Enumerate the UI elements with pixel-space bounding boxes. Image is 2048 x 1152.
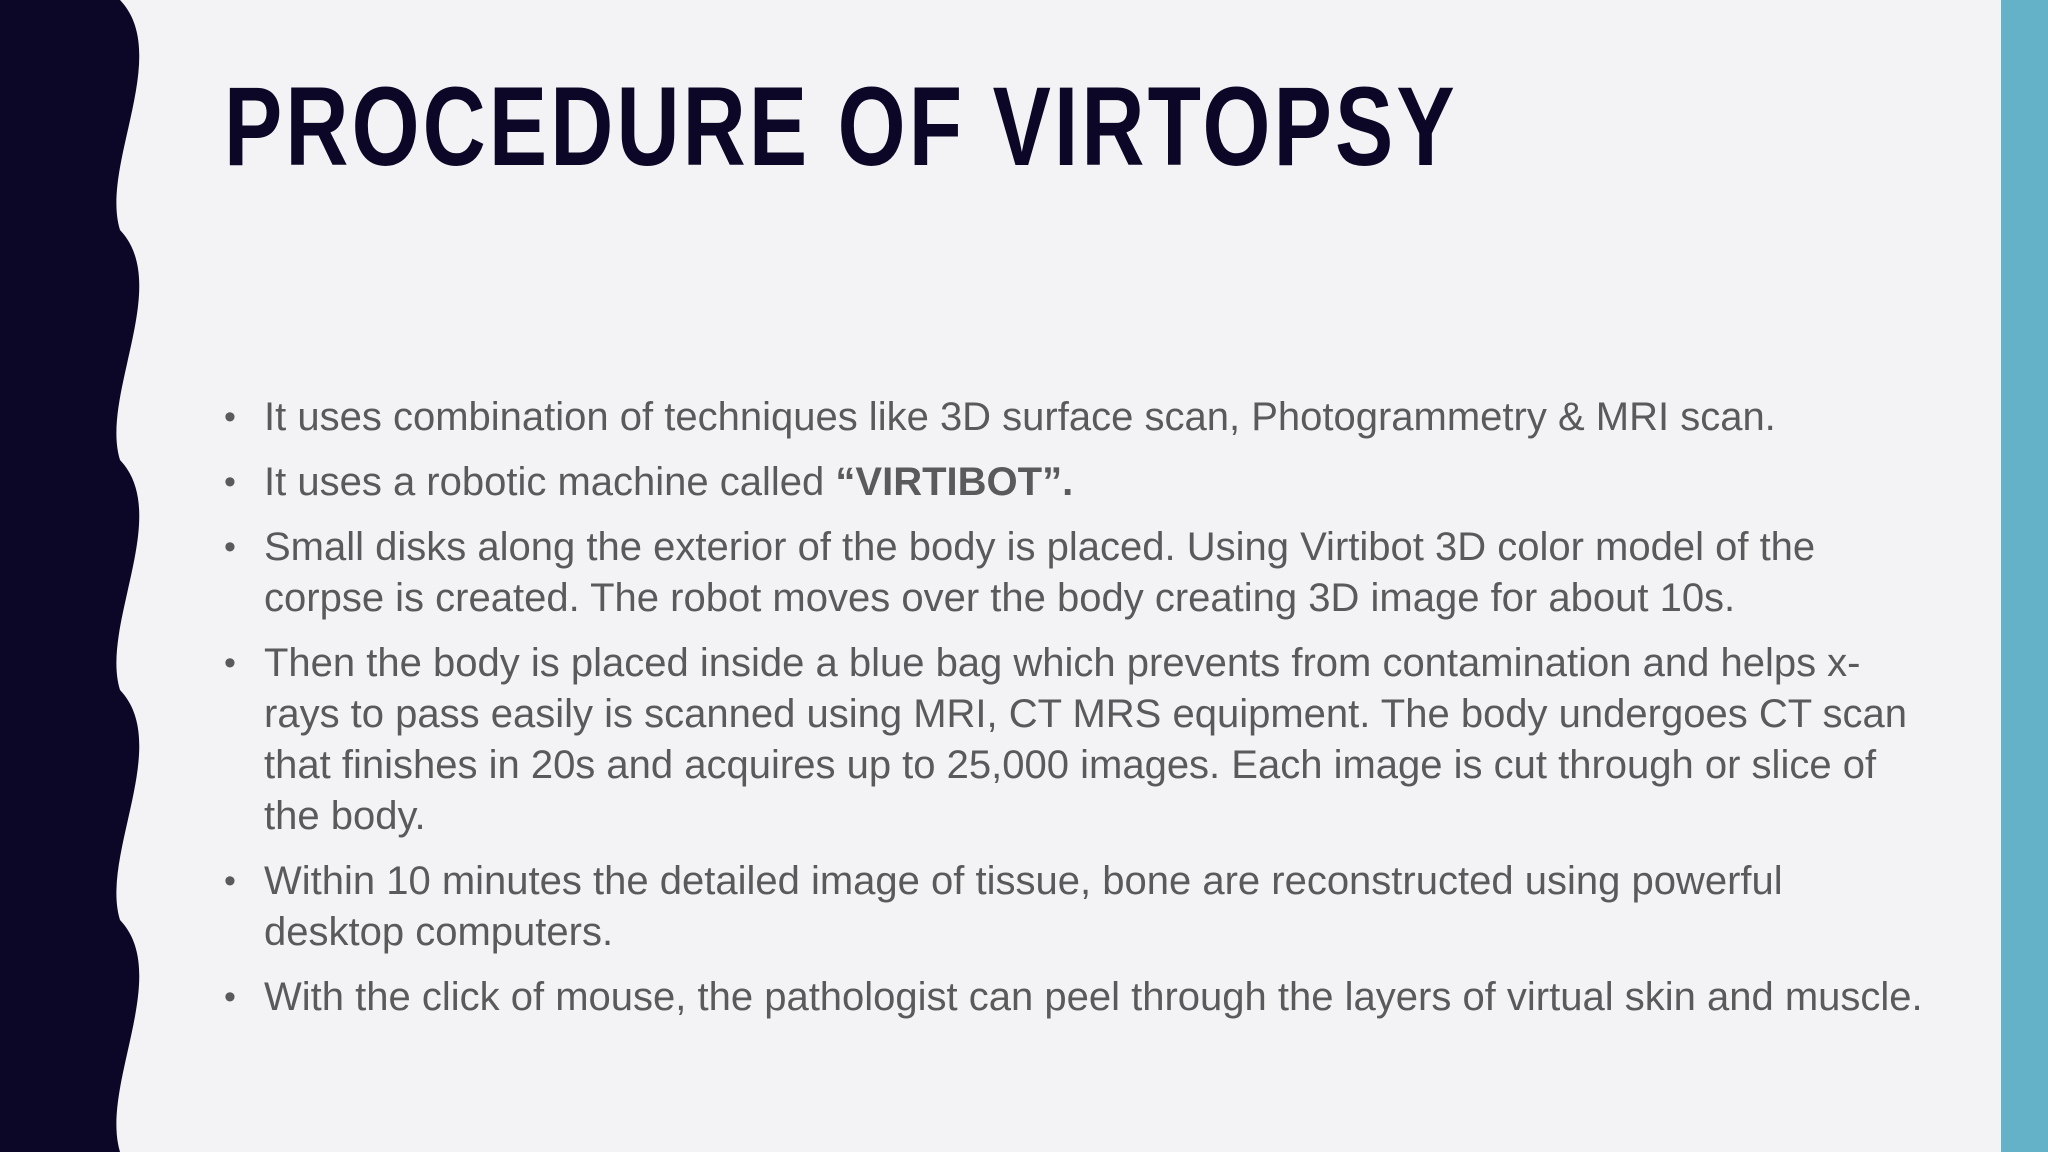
bullet-text: Within 10 minutes the detailed image of tissue, bone are reconstructed using powerful desktop computers.: [264, 859, 1783, 954]
bullet-item: [224, 638, 1924, 842]
left-wave-band: [0, 0, 160, 1152]
bullet-item: [224, 522, 1924, 624]
left-wave-shape: [0, 0, 139, 1152]
bullet-text: Then the body is placed inside a blue bag which prevents from contamination and helps x-rays to pass easily is scanned using MRI, CT MRS equipment. The body undergoes CT scan that finishes in 20s and acquires up to 25,000 images. Each image is cut through or slice of the body.: [264, 641, 1908, 838]
bullet-text: It uses a robotic machine called: [264, 460, 836, 504]
bullet-item: [224, 972, 1924, 1023]
bullet-dot-icon: •: [224, 862, 236, 900]
bullet-dot-icon: •: [224, 528, 236, 566]
bullet-dot-icon: •: [224, 978, 236, 1016]
bullet-dot-icon: •: [224, 398, 236, 436]
bullet-dot-icon: •: [224, 463, 236, 501]
bullet-item: [224, 856, 1924, 958]
bullet-text: Small disks along the exterior of the body is placed. Using Virtibot 3D color model of the corpse is created. The robot moves over the body creating 3D image for about 10s.: [264, 525, 1816, 620]
bullet-text: With the click of mouse, the pathologist can peel through the layers of virtual skin and muscle.: [264, 975, 1923, 1019]
slide-title: PROCEDURE OF VIRTOPSY: [224, 64, 1458, 189]
right-accent-bar: [2001, 0, 2048, 1152]
bullet-dot-icon: •: [224, 644, 236, 682]
bullet-text: It uses combination of techniques like 3D surface scan, Photogrammetry & MRI scan.: [264, 395, 1776, 439]
bullet-item: [224, 392, 1924, 443]
bullet-list: [224, 392, 1924, 1037]
bullet-bold-text: “VIRTIBOT”.: [835, 460, 1074, 504]
bullet-item: [224, 457, 1924, 508]
